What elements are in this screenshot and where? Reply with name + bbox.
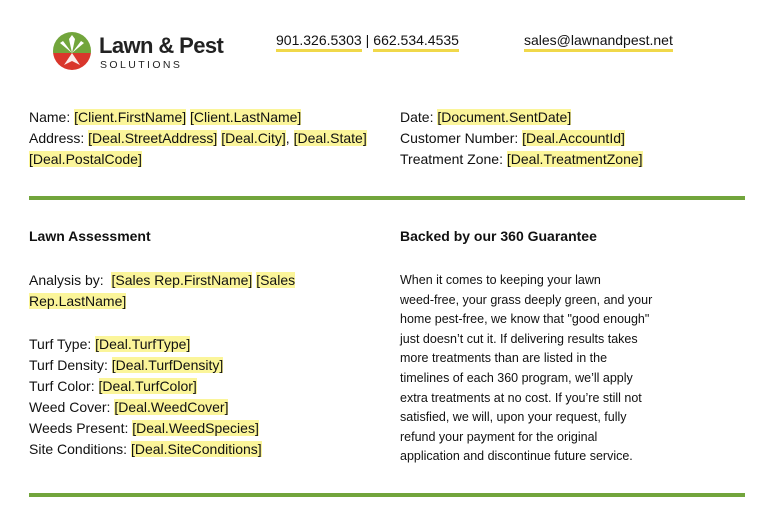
guarantee-heading: Backed by our 360 Guarantee [400,228,597,244]
divider-top [29,196,745,200]
guarantee-line: extra treatments at no cost. If you’re still not [400,390,642,405]
city: [Deal.City] [221,130,286,146]
logo-name: Lawn & Pest [99,33,224,58]
guarantee-line: home pest-free, we know that "good enough" [400,312,650,327]
address-label: Address: [29,130,85,146]
field-value: [Deal.WeedCover] [114,399,229,415]
address-comma: , [285,130,290,146]
field-value: [Deal.TurfType] [95,336,191,352]
guarantee-line: refund your payment for the original [400,429,598,444]
field-label: Turf Density: [29,357,108,373]
guarantee-line: satisfied, we will, upon your request, fully [400,410,627,425]
lawn-assessment-heading: Lawn Assessment [29,228,151,244]
field-label: Weed Cover: [29,399,111,415]
weed-cover-row [29,397,295,418]
weeds-present-row [29,418,295,439]
name-label: Name: [29,109,71,125]
turf-density-row [29,355,295,376]
field-label: Site Conditions: [29,441,128,457]
site-conditions-row [29,439,295,460]
logo-mark-icon [52,31,92,71]
postal-code: [Deal.PostalCode] [29,151,142,167]
guarantee-line: When it comes to keeping your lawn [400,273,601,287]
client-name-row [29,107,367,128]
email-link[interactable]: sales@lawnandpest.net [524,32,673,52]
guarantee-line: application and discontinue future service. [400,449,633,464]
turf-type-row [29,334,295,355]
guarantee-line: more treatments than are listed in the [400,351,608,366]
field-label: Weeds Present: [29,420,129,436]
field-value: [Deal.WeedSpecies] [132,420,259,436]
street-address: [Deal.StreetAddress] [88,130,218,146]
guarantee-line: timelines of each 360 program, we’ll apply [400,370,633,385]
analysis-row [29,270,295,291]
field-value: [Deal.TurfColor] [98,378,197,394]
divider-bottom [29,493,745,497]
date-row [400,107,643,128]
guarantee-paragraph [400,271,652,467]
email-contact [524,32,673,48]
date-label: Date: [400,109,434,125]
analysis-label: Analysis by: [29,272,104,288]
field-label: Turf Color: [29,378,95,394]
rep-first-name: [Sales Rep.FirstName] [111,272,253,288]
field-label: Turf Type: [29,336,92,352]
phone-link-1[interactable]: 901.326.5303 [276,32,362,52]
guarantee-section [400,228,652,467]
turf-color-row [29,376,295,397]
phone-link-2[interactable]: 662.534.4535 [373,32,459,52]
client-first-name: [Client.FirstName] [74,109,187,125]
date-value: [Document.SentDate] [437,109,572,125]
client-info [29,107,367,170]
phone-separator: | [365,32,370,48]
address-row [29,128,367,149]
guarantee-line: just doesn’t cut it. If delivering results takes [400,331,638,346]
customer-number-row [400,128,643,149]
phone-numbers [276,32,459,48]
customer-number-label: Customer Number: [400,130,519,146]
postal-row [29,149,367,170]
guarantee-line: weed-free, your grass deeply green, and your [400,292,653,307]
rep-last-name-part1: [Sales [256,272,296,288]
treatment-zone-label: Treatment Zone: [400,151,503,167]
client-last-name: [Client.LastName] [190,109,302,125]
analysis-row-cont [29,291,295,312]
field-value: [Deal.SiteConditions] [130,441,262,457]
customer-number-value: [Deal.AccountId] [522,130,625,146]
rep-last-name-part2: Rep.LastName] [29,293,127,309]
logo-subtitle: SOLUTIONS [100,59,183,71]
state: [Deal.State] [293,130,367,146]
treatment-zone-row [400,149,643,170]
header [0,0,771,95]
treatment-zone-value: [Deal.TreatmentZone] [506,151,643,167]
field-value: [Deal.TurfDensity] [111,357,224,373]
lawn-assessment [29,228,295,460]
document-info [400,107,643,170]
company-logo [52,31,232,75]
